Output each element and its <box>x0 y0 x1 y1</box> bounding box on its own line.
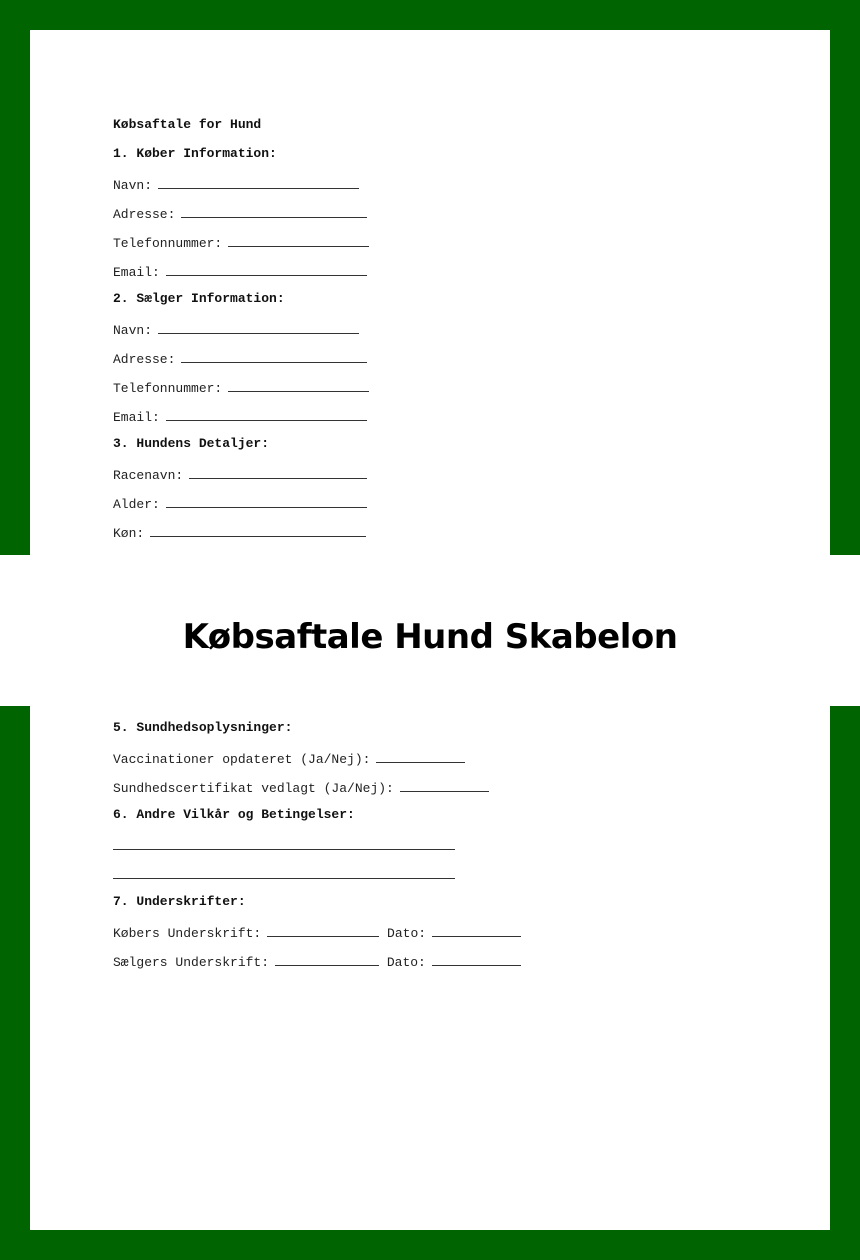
seller-date-field[interactable] <box>432 952 521 966</box>
document-bottom-section <box>113 720 521 981</box>
seller-phone-field[interactable] <box>228 378 369 392</box>
terms-heading: 6. Andre Vilkår og Betingelser: <box>113 807 355 822</box>
buyer-phone-row <box>113 233 370 262</box>
buyer-address-row <box>113 204 370 233</box>
dog-breed-row <box>113 465 370 494</box>
buyer-email-row <box>113 262 370 291</box>
seller-address-field[interactable] <box>181 349 367 363</box>
seller-phone-row <box>113 378 370 407</box>
seller-signature-row <box>113 952 521 981</box>
buyer-heading: 1. Køber Information: <box>113 146 277 161</box>
terms-line-2 <box>113 865 521 894</box>
dog-sex-row <box>113 523 370 552</box>
buyer-phone-label: Telefonnummer: <box>113 236 223 251</box>
buyer-name-row <box>113 175 370 204</box>
terms-field-2[interactable] <box>113 865 455 879</box>
buyer-signature-label: Købers Underskrift: <box>113 926 262 941</box>
document-title: Købsaftale for Hund <box>113 117 262 132</box>
seller-date-label: Dato: <box>386 955 426 970</box>
banner-title: Købsaftale Hund Skabelon <box>182 616 678 657</box>
buyer-address-field[interactable] <box>181 204 367 218</box>
seller-signature-label: Sælgers Underskrift: <box>113 955 270 970</box>
buyer-date-label: Dato: <box>387 926 427 941</box>
document-top-section <box>113 117 370 581</box>
buyer-name-label: Navn: <box>113 178 153 193</box>
buyer-signature-field[interactable] <box>267 923 379 937</box>
vaccinations-row <box>113 749 521 778</box>
seller-name-label: Navn: <box>113 323 153 338</box>
seller-address-label: Adresse: <box>113 352 176 367</box>
signatures-heading: 7. Underskrifter: <box>113 894 246 909</box>
health-heading: 5. Sundhedsoplysninger: <box>113 720 293 735</box>
seller-name-field[interactable] <box>158 320 359 334</box>
dog-age-row <box>113 494 370 523</box>
buyer-phone-field[interactable] <box>228 233 369 247</box>
seller-signature-field[interactable] <box>275 952 379 966</box>
vaccinations-field[interactable] <box>376 749 465 763</box>
dog-breed-field[interactable] <box>189 465 367 479</box>
dog-heading: 3. Hundens Detaljer: <box>113 436 270 451</box>
dog-age-field[interactable] <box>166 494 367 508</box>
dog-breed-label: Racenavn: <box>113 468 184 483</box>
certificate-field[interactable] <box>400 778 489 792</box>
seller-email-label: Email: <box>113 410 160 425</box>
buyer-email-label: Email: <box>113 265 160 280</box>
seller-phone-label: Telefonnummer: <box>113 381 223 396</box>
dog-sex-label: Køn: <box>113 526 145 541</box>
buyer-signature-row <box>113 923 521 952</box>
terms-field-1[interactable] <box>113 836 455 850</box>
certificate-label: Sundhedscertifikat vedlagt (Ja/Nej): <box>113 781 394 796</box>
certificate-row <box>113 778 521 807</box>
seller-heading: 2. Sælger Information: <box>113 291 285 306</box>
buyer-date-field[interactable] <box>432 923 521 937</box>
buyer-address-label: Adresse: <box>113 207 176 222</box>
seller-email-field[interactable] <box>166 407 367 421</box>
dog-sex-field[interactable] <box>150 523 366 537</box>
buyer-name-field[interactable] <box>158 175 359 189</box>
seller-email-row <box>113 407 370 436</box>
seller-address-row <box>113 349 370 378</box>
title-banner <box>0 555 860 706</box>
seller-name-row <box>113 320 370 349</box>
buyer-email-field[interactable] <box>166 262 367 276</box>
terms-line-1 <box>113 836 521 865</box>
dog-age-label: Alder: <box>113 497 160 512</box>
vaccinations-label: Vaccinationer opdateret (Ja/Nej): <box>113 752 371 767</box>
